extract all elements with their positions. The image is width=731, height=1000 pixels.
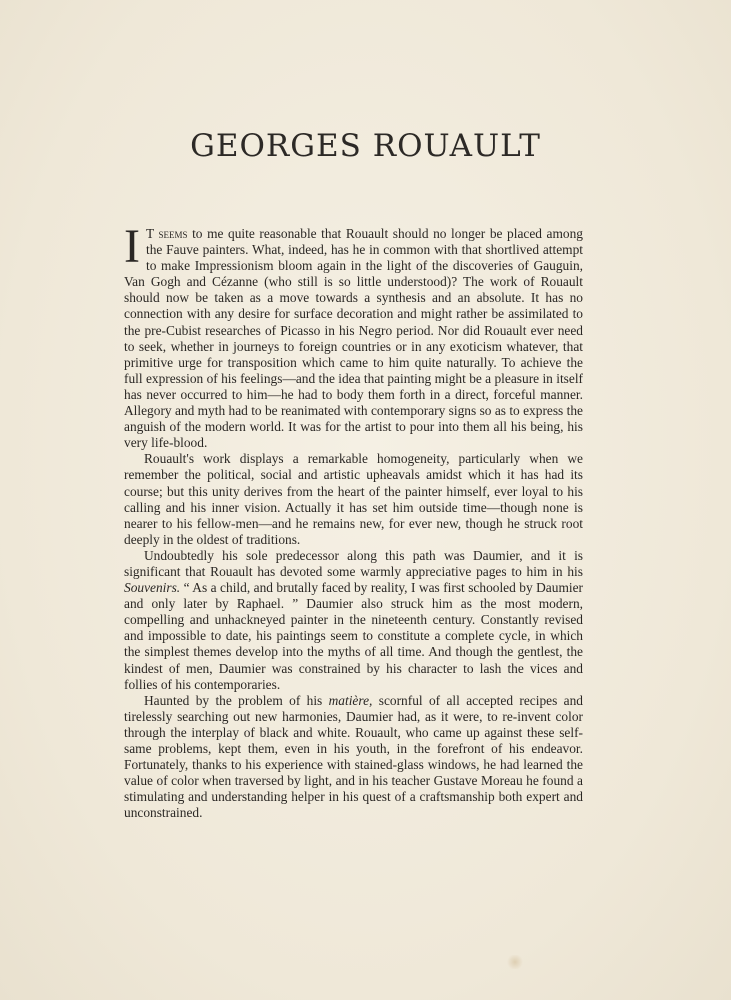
paragraph-2-text: Rouault's work displays a remarkable homogeneity, particularly when we remember the political, social and artistic upheavals amidst which it has had its course; but this unity derives from the heart of the painter himself, ever loyal to his calling and his inner vision. Actually it has set him outside time—though none is nearer to his fellow-men—and he remains new, for ever new, though he struck root deeply in the oldest of traditions. [124,451,583,547]
paragraph-4-text-after: scornful of all accepted recipes and tirelessly searching out new harmonies, Daumier had, as it were, to re-invent color through the interplay of black and white. Rouault, who came up against these self-same problems, kept them, even in his youth, in the forefront of his endeavor. Fortunately, thanks to his experience with stained-glass windows, he had learned the value of color when traversed by light, and in his teacher Gustave Moreau he found a stimulating and understanding helper in his quest of a craftsmanship both expert and unconstrained. [124,692,583,821]
paragraph-3-text-before: Undoubtedly his sole predecessor along this path was Daumier, and it is significant that Rouault has devoted some warmly appreciative pages to him in his [124,547,583,579]
paragraph-3-text-after: “ As a child, and brutally faced by reality, I was first schooled by Daumier and only later by Raphael. ” Daumier also struck him as the most modern, compelling and unhackneyed painter in the nineteenth century. Constantly revised and impossible to date, his paintings seem to constitute a complete cycle, in which the simplest themes develop into the myths of all time. And though the gentlest, the kindest of men, Daumier was constrained by his character to lash the vices and follies of his contemporaries. [124,580,583,692]
paragraph-2 [124,451,583,548]
paragraph-1-lead: T seems [145,226,188,241]
paragraph-3 [124,548,583,693]
paragraph-4-italic: matière, [328,692,373,708]
paragraph-4-text-before: Haunted by the problem of his [144,692,329,708]
paragraph-1-text: to me quite reasonable that Rouault should no longer be placed among the Fauve painters. What, indeed, has he in common with that shortlived attempt to make Impressionism bloom again in the light of the discoveries of Gauguin, Van Gogh and Cézanne (who still is so little understood)? The work of Rouault should now be taken as a move towards a synthesis and an absolute. It has no connection with any desire for surface decoration and might rather be assimilated to the pre-Cubist researches of Picasso in his Negro period. Nor did Rouault ever need to seek, whether in journeys to foreign countries or in any exoticism whatever, that primitive urge for transposition which came to him quite naturally. To achieve the full expression of his feelings—and the idea that painting might be a pleasure in itself has never occurred to him—he had to body them forth in a direct, forceful manner. Allegory and myth had to be reanimated with contemporary signs so as to express the anguish of the modern world. It was for the artist to pour into them all his being, his very life-blood. [124,226,584,451]
paper-stain [506,955,524,969]
paragraph-1 [124,220,584,451]
drop-cap: I [124,220,140,273]
paragraph-4 [124,693,583,822]
page-title: GEORGES ROUAULT [190,128,541,164]
paragraph-3-italic: Souvenirs. [124,580,181,596]
body-text [124,220,584,821]
